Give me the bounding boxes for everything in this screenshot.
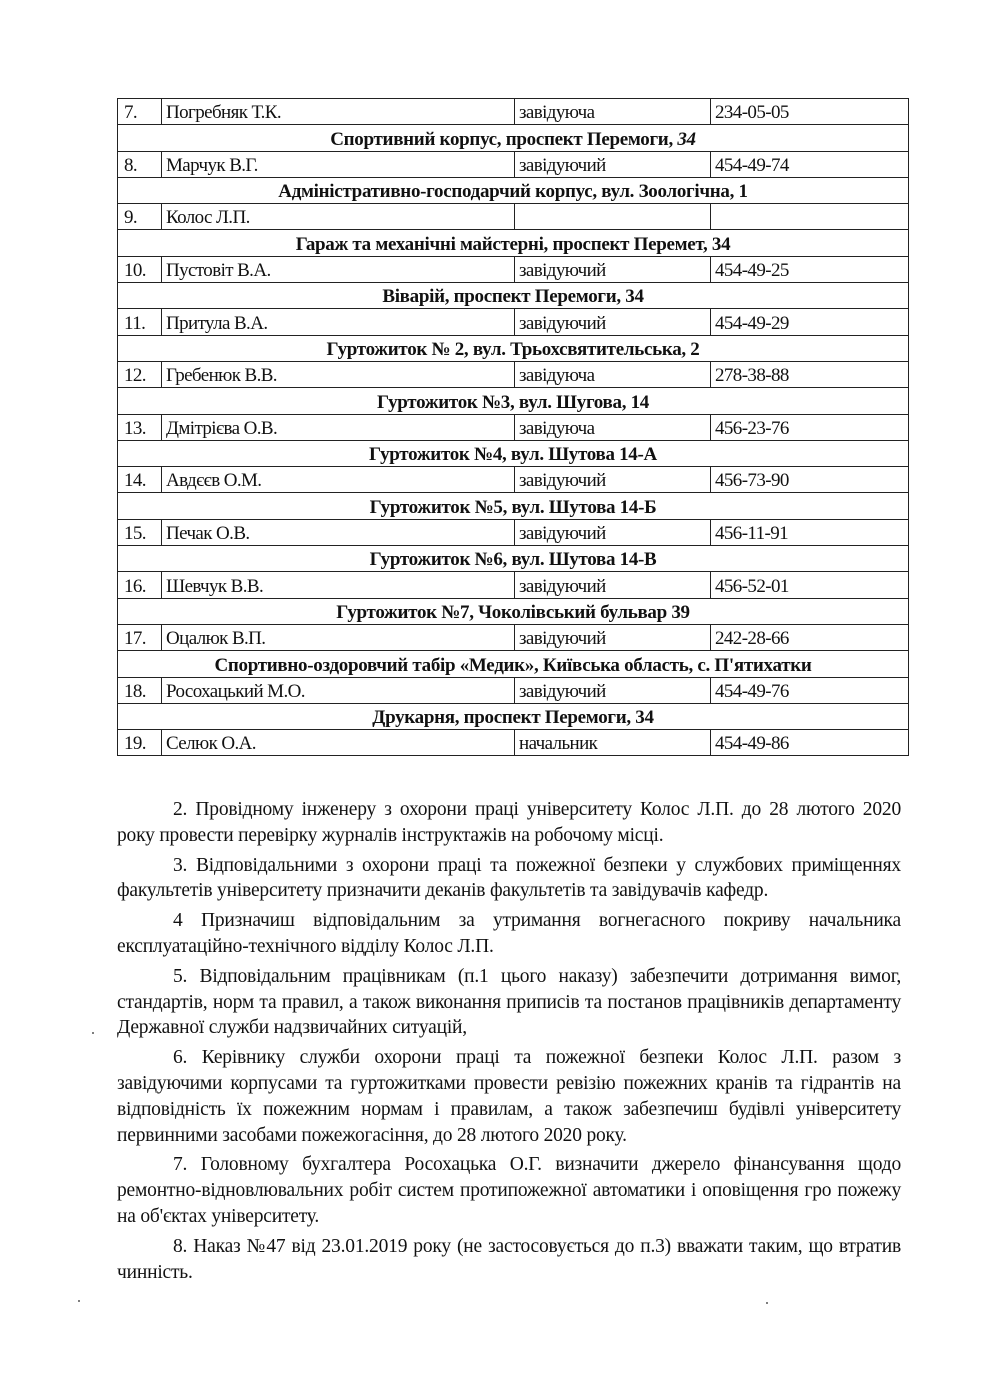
person-name: Оцалюк В.П. [162,624,515,650]
table-row [118,730,909,756]
person-position: завідуючий [515,151,711,177]
section-title-text: Спортивний корпус, проспект Перемоги, [330,128,673,150]
section-title-text: Гараж та механічні майстерні, проспект Перемет, 34 [295,233,731,255]
person-phone: 454-49-76 [711,677,909,703]
table-row [118,361,909,387]
person-name: Марчук В.Г. [162,151,515,177]
person-position: завідуючий [515,572,711,598]
table-section-row [118,440,909,466]
person-name: Пустовіт В.А. [162,256,515,282]
order-paragraphs [117,797,901,1289]
paragraph-6: 6. Керівнику служби охорони праці та пожежної безпеки Колос Л.П. разом з завідуючими корпусами та гуртожитками провести ревізію пожежних кранів та гідрантів на відповідність їх пожежним нормам і правилам, а також забезпечиш будівлі університету первинними засобами пожежогасіння, до 28 лютого 2020 року. [117,1047,901,1146]
table-row [118,677,909,703]
paragraph-5: 5. Відповідальним працівникам (п.1 цього наказу) забезпечити дотримання вимог, стандартів, норм та правил, а також виконання приписів та постанов працівників департаменту Державної служби надзвичайних ситуацій, [117,965,901,1039]
table-section-row [118,283,909,309]
row-number: 9. [118,204,162,230]
person-name: Дмітрієва О.В. [162,414,515,440]
table-row [118,572,909,598]
section-title [118,493,909,519]
section-title [118,440,909,466]
row-number: 18. [118,677,162,703]
person-name: Колос Л.П. [162,204,515,230]
section-title [118,177,909,203]
row-number: 8. [118,151,162,177]
table-section-row [118,493,909,519]
scan-speck [78,1300,80,1302]
table-row [118,467,909,493]
person-position: завідуючий [515,467,711,493]
section-title-text: Гуртожиток №5, вул. Шутова 14-Б [369,496,657,518]
table-row [118,99,909,125]
person-position: завідуючий [515,677,711,703]
row-number: 7. [118,99,162,125]
section-title [118,230,909,256]
row-number: 17. [118,624,162,650]
table-section-row [118,177,909,203]
section-title-text: Гуртожиток №7, Чоколівський бульвар 39 [336,601,690,623]
row-number: 19. [118,730,162,756]
person-phone: 278-38-88 [711,361,909,387]
table-section-row [118,703,909,729]
section-title-text: Друкарня, проспект Перемоги, 34 [372,707,654,729]
table-row [118,624,909,650]
table-section-row [118,335,909,361]
scan-speck [766,1302,768,1304]
row-number: 13. [118,414,162,440]
section-title [118,125,909,151]
paragraph-4: 4 Призначиш відповідальним за утримання вогнегасного покриву начальника експлуатаційно-технічного відділу Колос Л.П. [117,910,901,957]
scan-speck [92,1032,94,1034]
table-row [118,414,909,440]
section-title-text: Спортивно-оздоровчий табір «Медик», Київська область, с. П'ятихатки [214,654,812,676]
table-row [118,519,909,545]
person-name: Авдєєв О.М. [162,467,515,493]
section-title [118,335,909,361]
person-name: Гребенюк В.В. [162,361,515,387]
table-section-row [118,598,909,624]
person-phone: 456-73-90 [711,467,909,493]
person-phone: 456-52-01 [711,572,909,598]
responsible-persons-table [117,98,909,756]
row-number: 14. [118,467,162,493]
table-row [118,204,909,230]
table-section-row [118,651,909,677]
person-name: Шевчук В.В. [162,572,515,598]
row-number: 16. [118,572,162,598]
paragraph-8: 8. Наказ №47 від 23.01.2019 року (не застосовується до п.3) вважати таким, що втратив чинність. [117,1235,901,1283]
section-title-text: Віварій, проспект Перемоги, 34 [382,286,644,308]
person-position: завідуюча [515,414,711,440]
table-section-row [118,546,909,572]
person-name: Погребняк Т.К. [162,99,515,125]
section-title-text: Адміністративно-господарчий корпус, вул. Зоологічна, 1 [278,181,748,203]
person-phone: 454-49-74 [711,151,909,177]
row-number: 12. [118,361,162,387]
section-title-text: Гуртожиток №3, вул. Шугова, 14 [377,391,649,413]
person-phone: 454-49-86 [711,730,909,756]
person-position: завідуюча [515,99,711,125]
row-number: 11. [118,309,162,335]
person-name: Печак О.В. [162,519,515,545]
paragraph-7: 7. Головному бухгалтера Росохацька О.Г. визначити джерело фінансування щодо ремонтно-відновлювальних робіт систем протипожежної автоматики і оповіщення гро пожежу на об'єктах університету. [117,1154,901,1227]
person-position [515,204,711,230]
person-phone: 454-49-25 [711,256,909,282]
person-phone [711,204,909,230]
section-title-text: Гуртожиток №4, вул. Шутова 14-А [369,444,657,466]
section-title-text: Гуртожиток №6, вул. Шутова 14-В [369,549,657,571]
table-row [118,309,909,335]
section-title [118,598,909,624]
person-position: начальник [515,730,711,756]
person-name: Росохацький М.О. [162,677,515,703]
person-position: завідуючий [515,256,711,282]
person-phone: 234-05-05 [711,99,909,125]
section-title [118,388,909,414]
table-section-row [118,125,909,151]
person-position: завідуюча [515,361,711,387]
section-title [118,703,909,729]
section-title-number: 34 [677,128,696,150]
paragraph-3: 3. Відповідальними з охорони праці та пожежної безпеки у службових приміщеннях факультетів університету призначити деканів факультетів та завідувачів кафедр. [117,854,901,902]
section-title-text: Гуртожиток № 2, вул. Трьохсвятительська, 2 [326,338,700,360]
table-section-row [118,230,909,256]
section-title [118,651,909,677]
person-position: завідуючий [515,519,711,545]
section-title [118,546,909,572]
section-title [118,283,909,309]
table-section-row [118,388,909,414]
person-name: Селюк О.А. [162,730,515,756]
person-position: завідуючий [515,309,711,335]
table-row [118,151,909,177]
person-position: завідуючий [515,624,711,650]
table-row [118,256,909,282]
person-phone: 454-49-29 [711,309,909,335]
person-phone: 242-28-66 [711,624,909,650]
person-name: Притула В.А. [162,309,515,335]
row-number: 15. [118,519,162,545]
person-phone: 456-23-76 [711,414,909,440]
row-number: 10. [118,256,162,282]
paragraph-2: 2. Провідному інженеру з охорони праці університету Колос Л.П. до 28 лютого 2020 року провести перевірку журналів інструктажів на робочому місці. [117,799,901,846]
person-phone: 456-11-91 [711,519,909,545]
